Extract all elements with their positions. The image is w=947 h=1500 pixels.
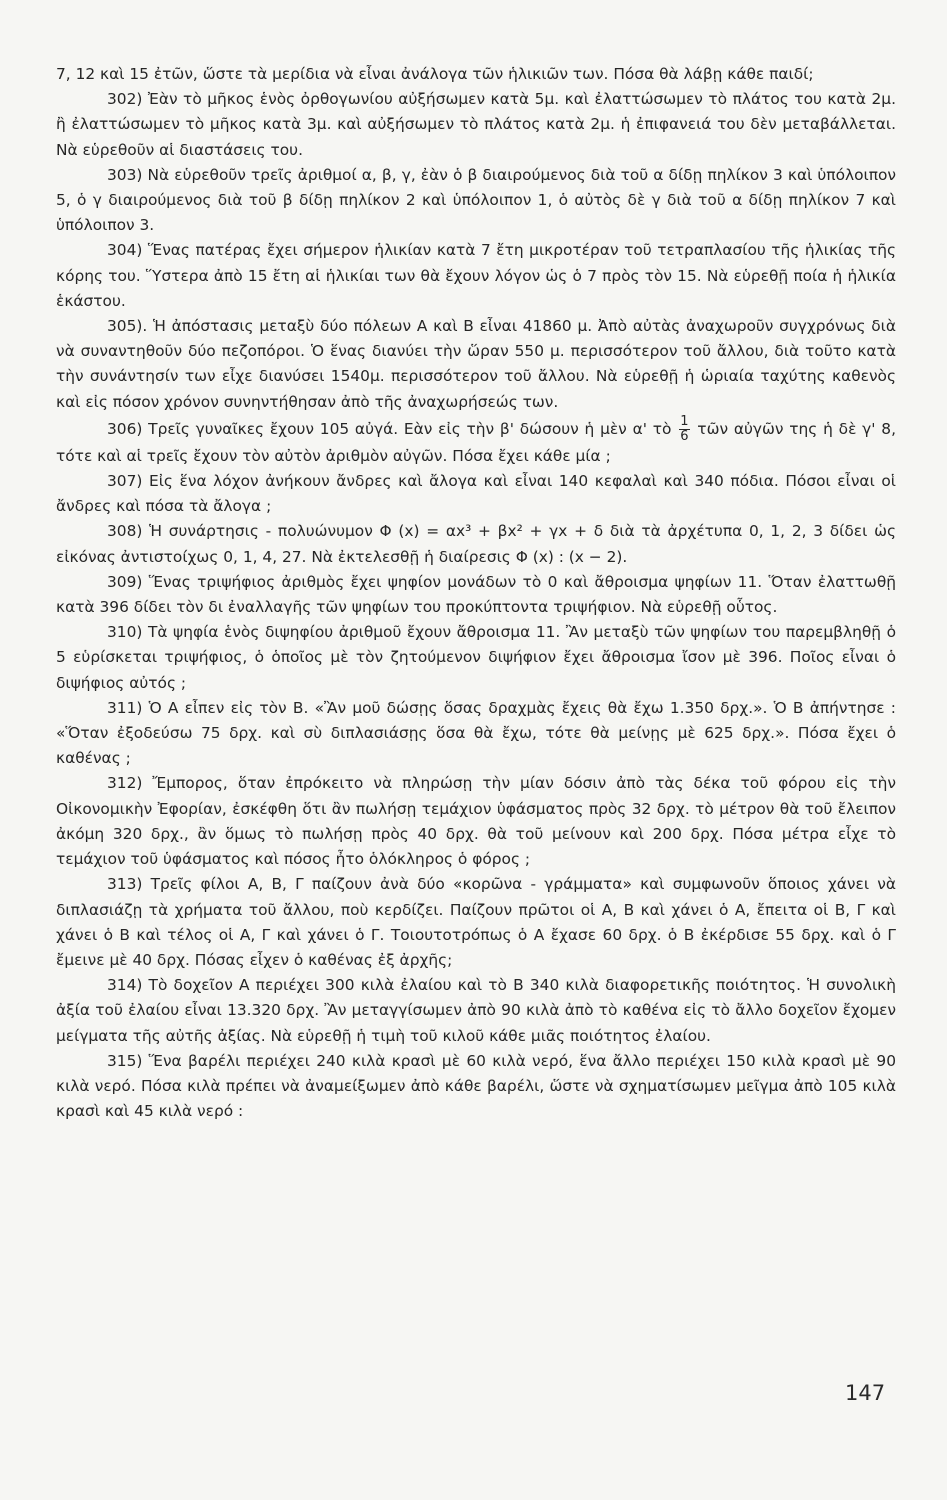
problem-313: 313) Τρεῖς φίλοι Α, Β, Γ παίζουν ἀνὰ δύο «κορῶνα - γράμματα» καὶ συμφωνοῦν ὅποιος χάνει νὰ διπλασιάζῃ τὰ χρήματα τοῦ ἄλλου, ποὺ κερδίζει. Παίζουν πρῶτοι οἱ Α, Β καὶ χάνει ὁ Α, ἔπειτα οἱ Β, Γ καὶ χάνει ὁ Β καὶ τέλος οἱ Α, Γ καὶ χάνει ὁ Γ. Τοιουτοτρόπως ὁ Α ἔχασε 60 δρχ. ὁ Β ἐκέρδισε 55 δρχ. καὶ ὁ Γ ἔμεινε μὲ 40 δρχ. Πόσας εἶχεν ὁ καθένας ἐξ ἀρχῆς; <box>56 875 896 969</box>
page-number: 147 <box>845 1381 886 1405</box>
problem-305: 305). Ἡ ἀπόστασις μεταξὺ δύο πόλεων Α καὶ Β εἶναι 41860 μ. Ἀπὸ αὐτὰς ἀναχωροῦν συγχρόνως διὰ νὰ συναντηθοῦν δύο πεζοπόροι. Ὁ ἕνας διανύει τὴν ὥραν 550 μ. περισσότερον τοῦ ἄλλου, διὰ τοῦτο κατὰ τὴν συνάντησίν των εἶχε διανύσει 1540μ. περισσότερον τοῦ ἄλλου. Νὰ εὑρεθῇ ἡ ὡριαία ταχύτης καθενὸς καὶ εἰς πόσον χρόνον συνηντήθησαν ἀπὸ τῆς ἀναχωρήσεώς των. <box>56 317 896 411</box>
problem-306-text-after: τῶν αὐγῶν της ἡ δὲ γ' 8, τότε καὶ αἱ τρεῖς ἔχουν τὸν αὐτὸν ἀριθμὸν αὐγῶν. Πόσα ἔχει κάθε μία ; <box>56 419 896 465</box>
problem-306 <box>56 415 896 469</box>
fraction-numerator: 1 <box>680 413 689 429</box>
problem-312: 312) Ἔμπορος, ὅταν ἐπρόκειτο νὰ πληρώσῃ τὴν μίαν δόσιν ἀπὸ τὰς δέκα τοῦ φόρου εἰς τὴν Οἰκονομικὴν Ἐφορίαν, ἐσκέφθη ὅτι ἂν πωλήσῃ τεμάχιον ὑφάσματος πρὸς 32 δρχ. τὸ μέτρον θὰ τοῦ ἔλειπον ἀκόμη 320 δρχ., ἂν ὅμως τὸ πωλήσῃ πρὸς 40 δρχ. θὰ τοῦ μείνουν καὶ 200 δρχ. Πόσα μέτρα εἶχε τὸ τεμάχιον τοῦ ὑφάσματος καὶ πόσος ἦτο ὁλόκληρος ὁ φόρος ; <box>56 774 896 869</box>
problem-303: 303) Νὰ εὑρεθοῦν τρεῖς ἀριθμοί α, β, γ, ἐὰν ὁ β διαιρούμενος διὰ τοῦ α δίδῃ πηλίκον 3 καὶ ὑπόλοιπον 5, ὁ γ διαιρούμενος διὰ τοῦ β δίδῃ πηλίκον 2 καὶ ὑπόλοιπον 1, ὁ αὐτὸς δὲ γ διὰ τοῦ α δίδῃ πηλίκον 7 καὶ ὑπόλοιπον 3. <box>56 165 896 235</box>
problem-314: 314) Τὸ δοχεῖον Α περιέχει 300 κιλὰ ἐλαίου καὶ τὸ Β 340 κιλὰ διαφορετικῆς ποιότητος. Ἡ συνολικὴ ἀξία τοῦ ἐλαίου εἶναι 13.320 δρχ. Ἂν μεταγγίσωμεν ἀπὸ 90 κιλὰ ἀπὸ τὸ καθένα εἰς τὸ ἄλλο δοχεῖον ἔχομεν μείγματα τῆς αὐτῆς ἀξίας. Νὰ εὑρεθῇ ἡ τιμὴ τοῦ κιλοῦ κάθε μιᾶς ποιότητος ἐλαίου. <box>56 976 896 1045</box>
problem-304: 304) Ἕνας πατέρας ἔχει σήμερον ἡλικίαν κατὰ 7 ἔτη μικροτέραν τοῦ τετραπλασίου τῆς ἡλικίας τῆς κόρης του. Ὕστερα ἀπὸ 15 ἔτη αἱ ἡλικίαι των θὰ ἔχουν λόγον ὡς ὁ 7 πρὸς τὸν 15. Νὰ εὑρεθῇ ποία ἡ ἡλικία ἑκάστου. <box>56 241 896 310</box>
problem-307: 307) Εἰς ἕνα λόχον ἀνήκουν ἄνδρες καὶ ἄλογα καὶ εἶναι 140 κεφαλαὶ καὶ 340 πόδια. Πόσοι εἶναι οἱ ἄνδρες καὶ πόσα τὰ ἄλογα ; <box>56 472 896 516</box>
problem-311: 311) Ὁ Α εἶπεν εἰς τὸν Β. «Ἂν μοῦ δώσῃς ὅσας δραχμὰς ἔχεις θὰ ἔχω 1.350 δρχ.». Ὁ Β ἀπήντησε : «Ὅταν ἐξοδεύσω 75 δρχ. καὶ σὺ διπλασιάσῃς ὅσα θὰ ἔχω, τότε θὰ μείνῃς μὲ 625 δρχ.». Πόσα ἔχει ὁ καθένας ; <box>56 698 896 768</box>
fraction-denominator: 6 <box>680 428 689 444</box>
problem-309: 309) Ἕνας τριψήφιος ἀριθμὸς ἔχει ψηφίον μονάδων τὸ 0 καὶ ἄθροισμα ψηφίων 11. Ὅταν ἐλαττωθῇ κατὰ 396 δίδει τὸν δι ἐναλλαγῆς τῶν ψηφίων του προκύπτοντα τριψήφιον. Νὰ εὑρεθῇ οὗτος. <box>56 572 896 617</box>
problem-310: 310) Τὰ ψηφία ἑνὸς διψηφίου ἀριθμοῦ ἔχουν ἄθροισμα 11. Ἂν μεταξὺ τῶν ψηφίων του παρεμβληθῇ ὁ 5 εὑρίσκεται τριψήφιος, ὁ ὁποῖος μὲ τὸν ζητούμενον διψήφιον ἔχει ἄθροισμα ἴσον μὲ 396. Ποῖος εἶναι ὁ διψήφιος αὐτός ; <box>56 623 896 692</box>
page-text <box>56 62 896 1124</box>
problem-301-continuation: 7, 12 καὶ 15 ἐτῶν, ὥστε τὰ μερίδια νὰ εἶναι ἀνάλογα τῶν ἡλικιῶν των. Πόσα θὰ λάβῃ κάθε παιδί; <box>56 65 814 83</box>
problem-308: 308) Ἡ συνάρτησις - πολυώνυμον Φ (x) = αx³ + βx² + γx + δ διὰ τὰ ἀρχέτυπα 0, 1, 2, 3 δίδει ὡς εἰκόνας ἀντιστοίχως 0, 1, 4, 27. Νὰ ἐκτελεσθῇ ἡ διαίρεσις Φ (x) : (x − 2). <box>56 522 896 566</box>
fraction-one-sixth <box>679 415 689 444</box>
problem-302: 302) Ἐὰν τὸ μῆκος ἑνὸς ὀρθογωνίου αὐξήσωμεν κατὰ 5μ. καὶ ἐλαττώσωμεν τὸ πλάτος του κατὰ 2μ. ἢ ἐλαττώσωμεν τὸ μῆκος κατὰ 3μ. καὶ αὐξήσωμεν τὸ πλάτος κατὰ 2μ. ἡ ἐπιφανειά του δὲν μεταβάλλεται. Νὰ εὑρεθοῦν αἱ διαστάσεις του. <box>56 90 896 159</box>
problem-306-text-before: 306) Τρεῖς γυναῖκες ἔχουν 105 αὐγά. Εὰν εἰς τὴν β' δώσουν ἡ μὲν α' τὸ <box>107 419 672 438</box>
problem-315: 315) Ἕνα βαρέλι περιέχει 240 κιλὰ κρασὶ μὲ 60 κιλὰ νερό, ἕνα ἄλλο περιέχει 150 κιλὰ κρασὶ μὲ 90 κιλὰ νερό. Πόσα κιλὰ πρέπει νὰ ἀναμείξωμεν ἀπὸ κάθε βαρέλι, ὥστε νὰ σχηματίσωμεν μεῖγμα ἀπὸ 105 κιλὰ κρασὶ καὶ 45 κιλὰ νερό : <box>56 1051 896 1121</box>
